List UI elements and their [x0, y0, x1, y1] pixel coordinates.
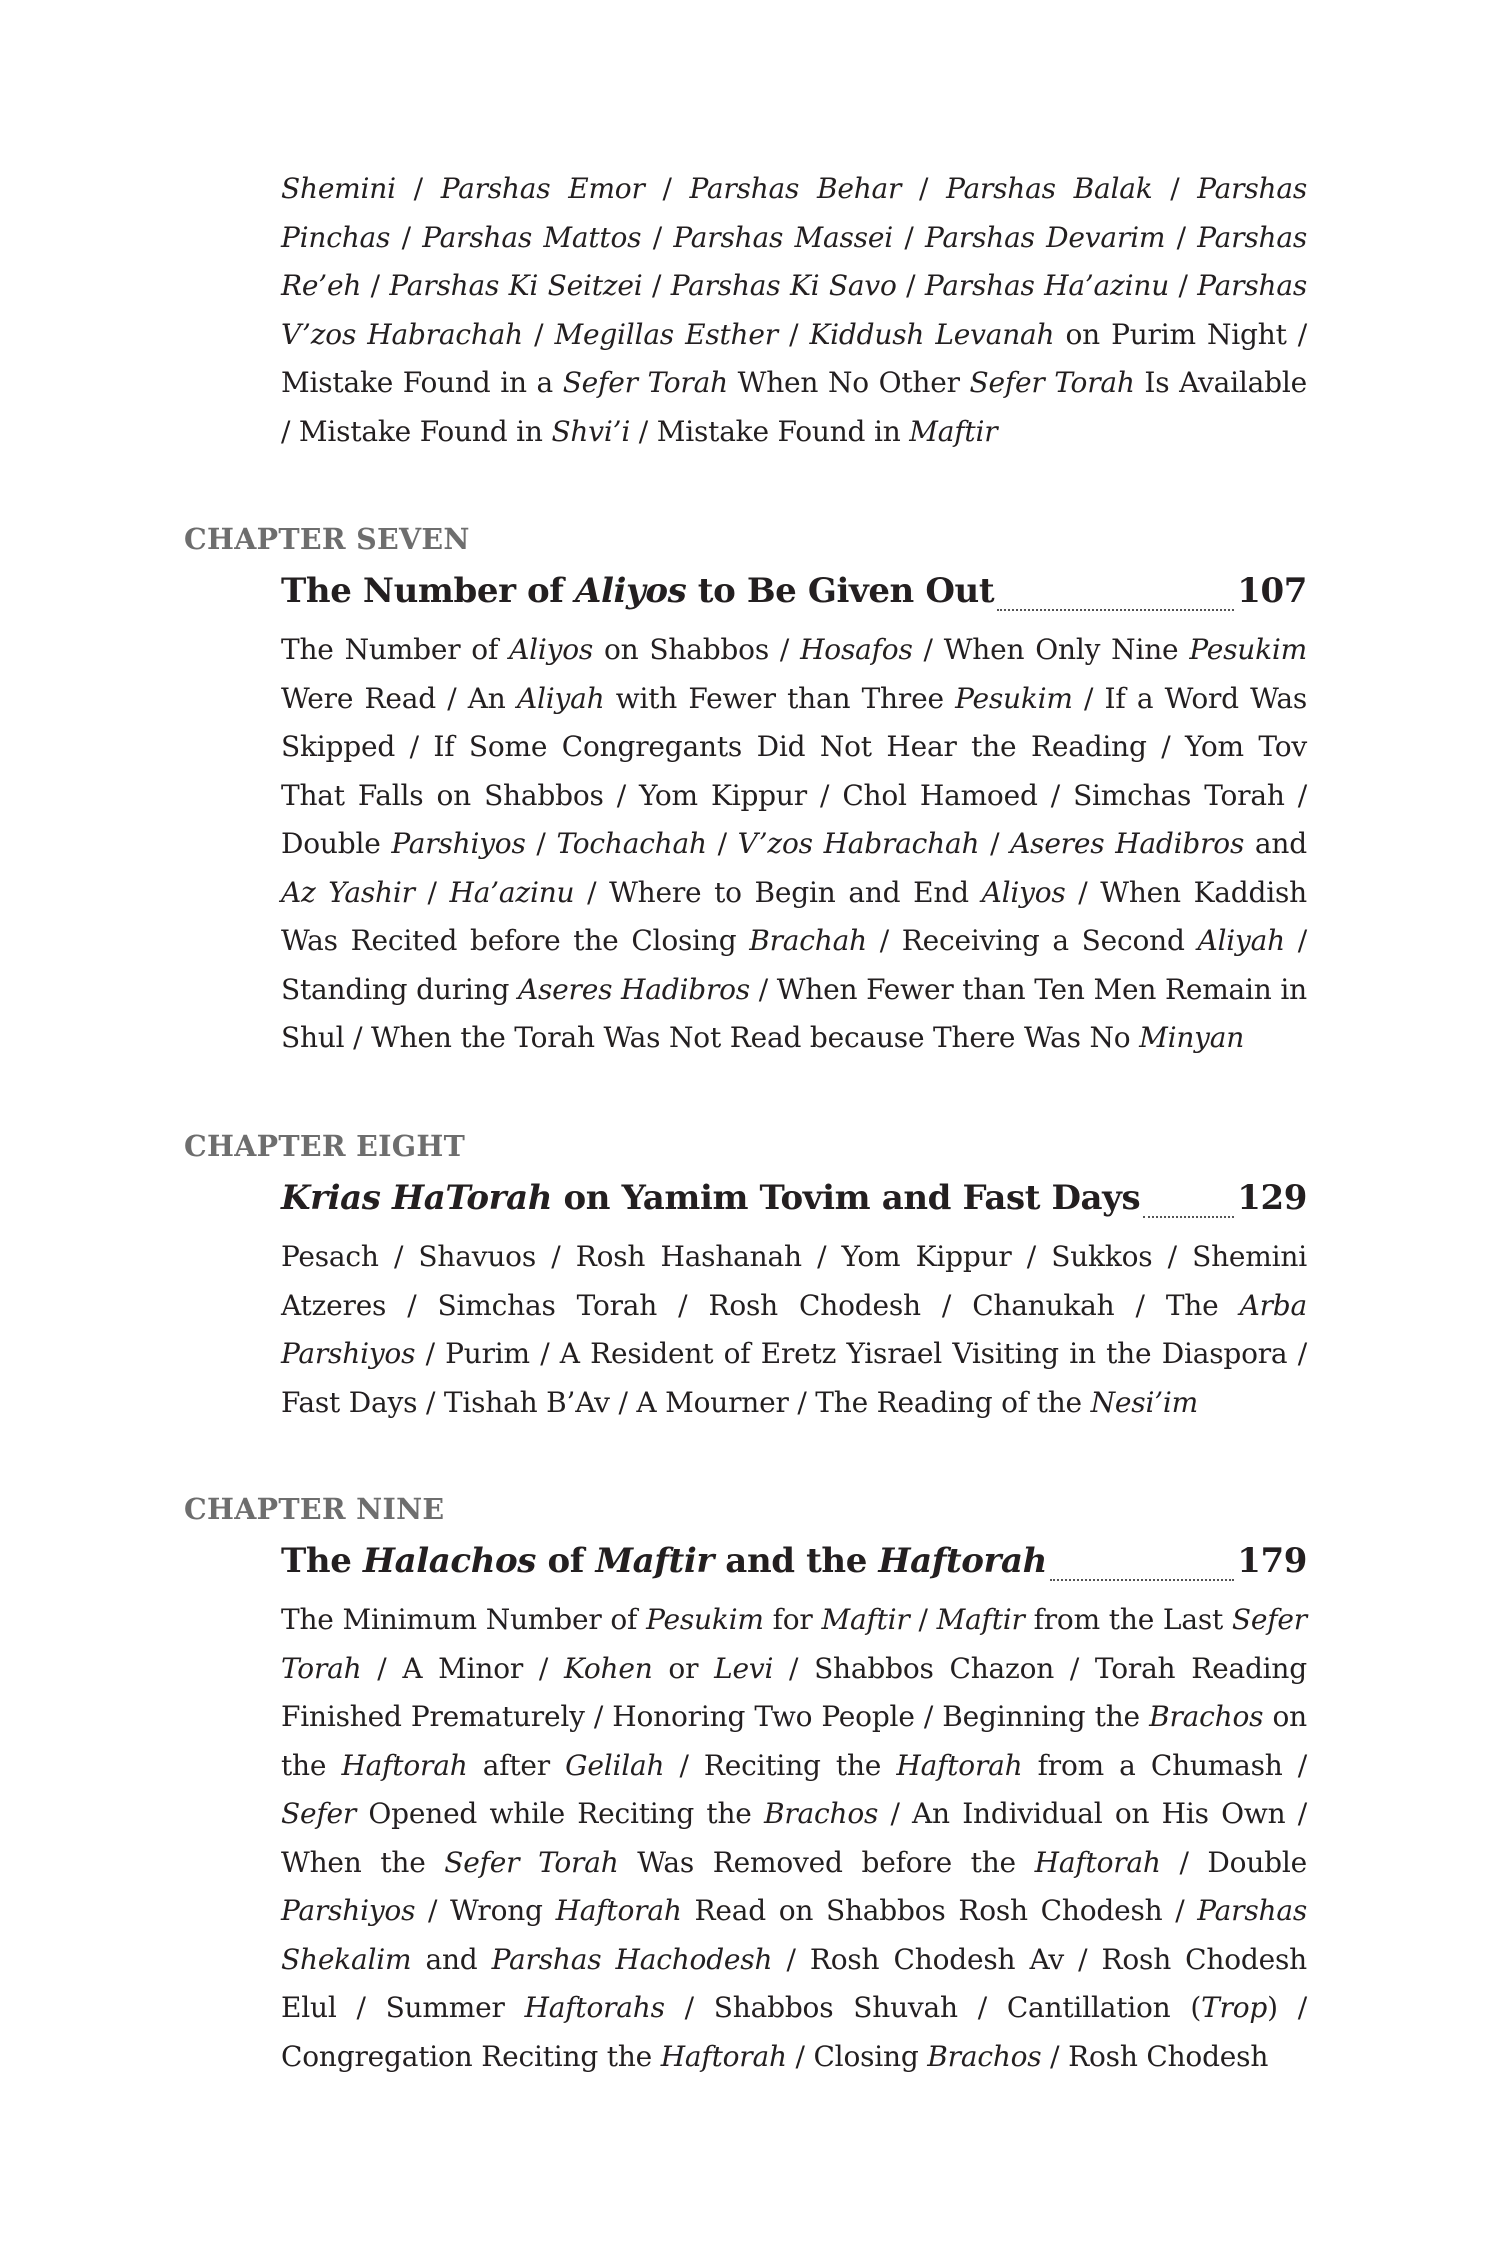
page-number: 179: [1237, 1541, 1307, 1581]
dot-leader: [1143, 1216, 1234, 1218]
chapter-description: The Minimum Number of Pesukim for Maftir / Maftir from the Last Sefer Torah / A Minor / Kohen or Levi / Shabbos Chazon / Torah Reading Finished Prematurely / Honoring Two People / Beginning the Brachos on the Haftorah after Gelilah / Reciting the Haftorah from a Chumash / Sefer Opened while Reciting the Brachos / An Individual on His Own / When the Sefer Torah Was Removed before the Haftorah / Double Parshiyos / Wrong Haftorah Read on Shabbos Rosh Chodesh / Parshas Shekalim and Parshas Hachodesh / Rosh Chodesh Av / Rosh Chodesh Elul / Summer Haftorahs / Shabbos Shuvah / Cantillation (Trop) / Congregation Reciting the Haftorah / Closing Brachos / Rosh Chodesh: [281, 1603, 1307, 2073]
chapter-label: CHAPTER NINE: [184, 1492, 445, 1526]
chapter-description: The Number of Aliyos on Shabbos / Hosafos / When Only Nine Pesukim Were Read / An Aliyah with Fewer than Three Pesukim / If a Word Was Skipped / If Some Congregants Did Not Hear the Reading / Yom Tov That Falls on Shabbos / Yom Kippur / Chol Hamoed / Simchas Torah / Double Parshiyos / Tochachah / V’zos Habrachah / Aseres Hadibros and Az Yashir / Ha’azinu / Where to Begin and End Aliyos / When Kaddish Was Recited before the Closing Brachah / Receiving a Second Aliyah / Standing during Aseres Hadibros / When Fewer than Ten Men Remain in Shul / When the Torah Was Not Read because There Was No Minyan: [281, 633, 1308, 1054]
dot-leader: [1050, 1579, 1234, 1581]
chapter-description: Pesach / Shavuos / Rosh Hashanah / Yom Kippur / Sukkos / Shemini Atzeres / Simchas Torah / Rosh Chodesh / Chanukah / The Arba Parshiyos / Purim / A Resident of Eretz Yisrael Visiting in the Diaspora / Fast Days / Tishah B’Av / A Mourner / The Reading of the Nesi’im: [281, 1240, 1307, 1419]
intro-paragraph: Shemini / Parshas Emor / Parshas Behar / Parshas Balak / Parshas Pinchas / Parshas Mattos / Parshas Massei / Parshas Devarim / Parshas Re’eh / Parshas Ki Seitzei / Parshas Ki Savo / Parshas Ha’azinu / Parshas V’zos Habrachah / Megillas Esther / Kiddush Levanah on Purim Night / Mistake Found in a Sefer Torah When No Other Sefer Torah Is Available / Mistake Found in Shvi’i / Mistake Found in Maftir: [281, 172, 1308, 448]
chapter-label: CHAPTER SEVEN: [184, 522, 470, 556]
chapter-title-row[interactable]: [281, 571, 1307, 623]
chapter-title-row[interactable]: [281, 1178, 1307, 1230]
dot-leader: [997, 609, 1234, 611]
page-number: 107: [1237, 571, 1307, 611]
chapter-label: CHAPTER EIGHT: [184, 1129, 466, 1163]
chapter-title-row[interactable]: [281, 1541, 1307, 1593]
chapter-title: The Number of Aliyos to Be Given Out: [281, 571, 995, 611]
page-number: 129: [1237, 1178, 1307, 1218]
chapter-title: The Halachos of Maftir and the Haftorah: [281, 1541, 1048, 1581]
chapter-title: Krias HaTorah on Yamim Tovim and Fast Days: [281, 1178, 1141, 1218]
